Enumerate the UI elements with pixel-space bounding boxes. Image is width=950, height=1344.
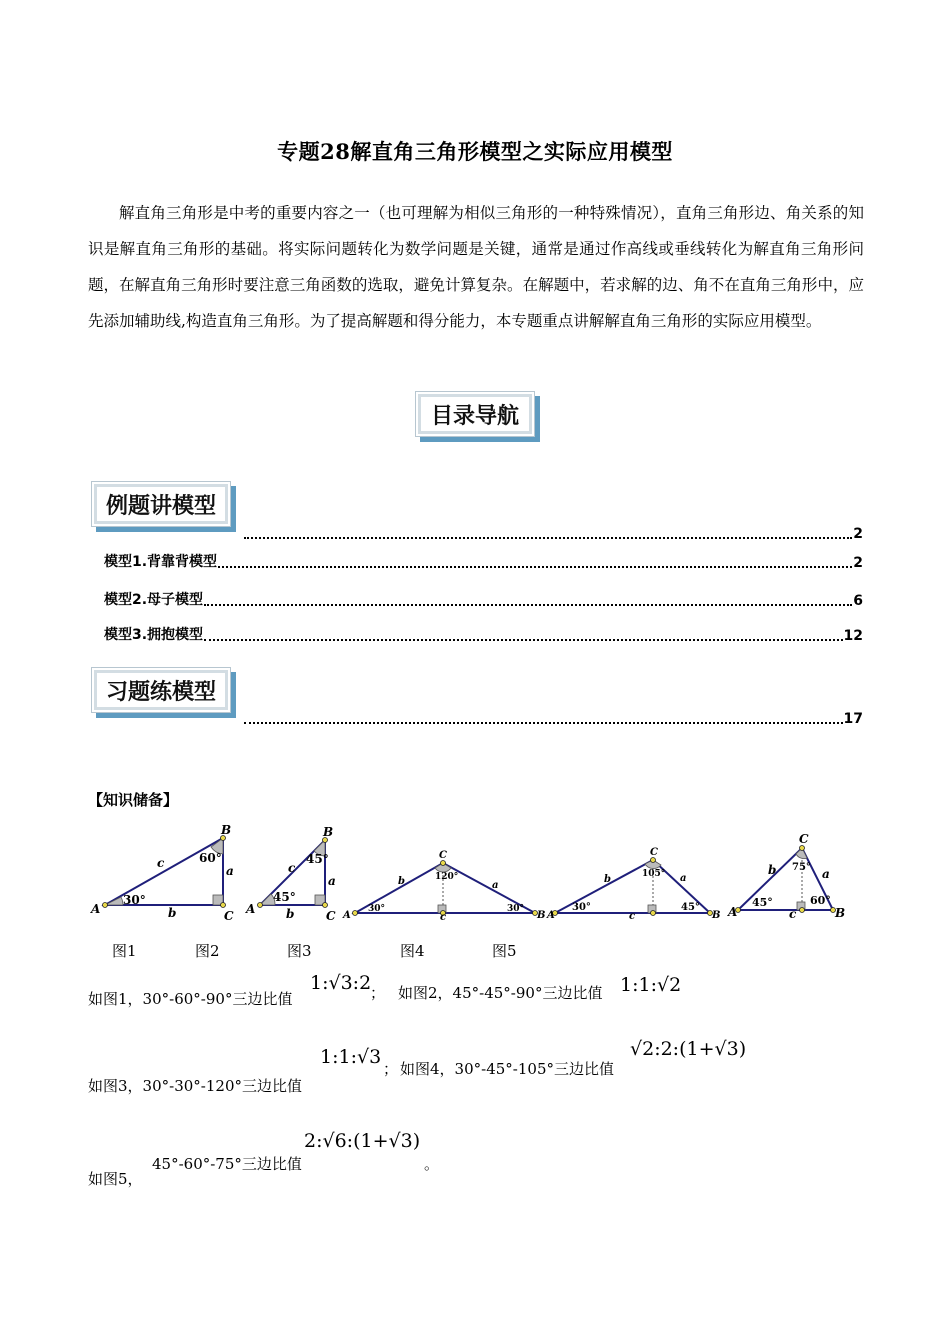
page-title: 专题28解直角三角形模型之实际应用模型 [277,139,673,164]
side-label: b [398,876,405,887]
nav-banner-label: 目录导航 [430,403,519,429]
toc-item-model2[interactable] [104,589,863,609]
vertex-label: A [547,910,555,921]
statement-fig5: 45°-60°-75°三边比值 [152,1155,302,1173]
toc-section2[interactable] [243,711,863,727]
vertex-label: C [799,832,809,846]
side-label: b [286,907,295,921]
figure5-caption: 图5 [492,942,517,960]
separator: ； [383,1060,399,1078]
vertex-label: C [650,847,658,858]
toc-item-page: 6 [853,593,863,609]
angle-label: 45° [273,890,296,904]
toc-leader [244,721,843,724]
vertex-label: C [326,909,336,923]
side-label: a [492,880,499,891]
angle-label: 30° [572,902,591,913]
triangle-figures [85,818,865,928]
statement-fig1: 如图1，30°-60°-90°三边比值 [88,990,293,1008]
toc-leader [204,603,852,606]
section2-banner[interactable] [91,667,231,713]
side-label: c [789,907,797,921]
section2-banner-label: 习题练模型 [105,679,216,705]
angle-label: 60° [199,851,222,865]
side-label: b [168,906,177,920]
angle-label: 30° [507,904,525,914]
angle-label: 30° [123,893,146,907]
vertex-label: B [835,906,846,920]
toc-item-model3[interactable] [104,624,863,644]
ratio-fig3: 1:1:√3 [320,1046,382,1068]
side-label: b [604,874,611,885]
vertex-label: C [224,909,234,923]
figure3-caption: 图3 [287,942,312,960]
side-label: a [822,867,830,881]
toc-page: 2 [853,526,863,542]
intro-paragraph: 解直角三角形是中考的重要内容之一（也可理解为相似三角形的一种特殊情况），直角三角形边、角关系的知识是解直角三角形的基础。将实际问题转化为数学问题是关键，通常是通过作高线或垂线转化为解直角三角形问题，在解直角三角形时要注意三角函数的选取，避免计算复杂。在解题中，若求解的边、角不在直角三角形中，应先添加辅助线,构造直角三角形。为了提高解题和得分能力，本专题重点讲解解直角三角形的实际应用模型。 [88,204,864,330]
vertex-label: C [439,850,447,861]
section1-banner-label: 例题讲模型 [105,493,216,519]
side-label: c [157,856,165,870]
angle-label: 30° [368,904,386,914]
separator: ； [370,984,386,1002]
vertex-label: A [343,910,351,921]
toc-leader [204,638,842,641]
statement-fig2: 如图2，45°-45°-90°三边比值 [398,984,603,1002]
period: 。 [424,1155,440,1173]
angle-arc [105,897,123,905]
side-label: b [768,863,777,877]
statement-fig5-prefix: 如图5， [88,1170,143,1188]
toc-item-label: 模型2.母子模型 [104,592,204,608]
toc-page: 17 [843,711,863,727]
figure4-caption: 图4 [400,942,425,960]
angle-label: 45° [306,852,329,866]
angle-label: 105° [642,869,666,879]
side-label: a [680,873,687,884]
side-label: c [288,861,296,875]
nav-banner [415,391,535,437]
figure2-caption: 图2 [195,942,220,960]
side-label: c [440,912,447,923]
toc-item-model1[interactable] [104,551,863,571]
angle-label: 120° [435,872,459,882]
ratio-fig4: √2:2:(1+√3) [630,1038,747,1060]
vertex-label: B [537,910,546,921]
toc-leader [244,536,852,539]
section1-banner[interactable] [91,481,231,527]
side-label: c [629,911,636,922]
vertex-label: A [91,902,101,916]
ratio-fig2: 1:1:√2 [620,974,682,996]
toc-item-label: 模型1.背靠背模型 [104,554,218,570]
angle-label: 45° [681,902,700,913]
angle-label: 45° [752,896,773,909]
vertex-label: B [221,823,232,837]
vertex-label: A [246,902,256,916]
vertex-label: B [323,825,334,839]
toc-item-label: 模型3.拥抱模型 [104,627,204,643]
toc-item-page: 12 [843,628,863,644]
knowledge-heading: 【知识储备】 [88,791,179,809]
statement-fig4: 如图4，30°-45°-105°三边比值 [400,1060,614,1078]
angle-label: 75° [792,862,811,873]
figure1-caption: 图1 [112,942,137,960]
statement-fig3: 如图3，30°-30°-120°三边比值 [88,1077,302,1095]
toc-item-page: 2 [853,555,863,571]
ratio-fig1: 1:√3:2 [310,972,372,994]
vertex-label: B [712,910,721,921]
side-label: a [328,874,336,888]
side-label: a [226,864,234,878]
vertex-label: A [728,905,738,919]
angle-label: 60° [810,894,831,907]
toc-section1[interactable] [243,526,863,542]
ratio-fig5: 2:√6:(1+√3) [304,1130,421,1152]
toc-leader [218,565,852,568]
